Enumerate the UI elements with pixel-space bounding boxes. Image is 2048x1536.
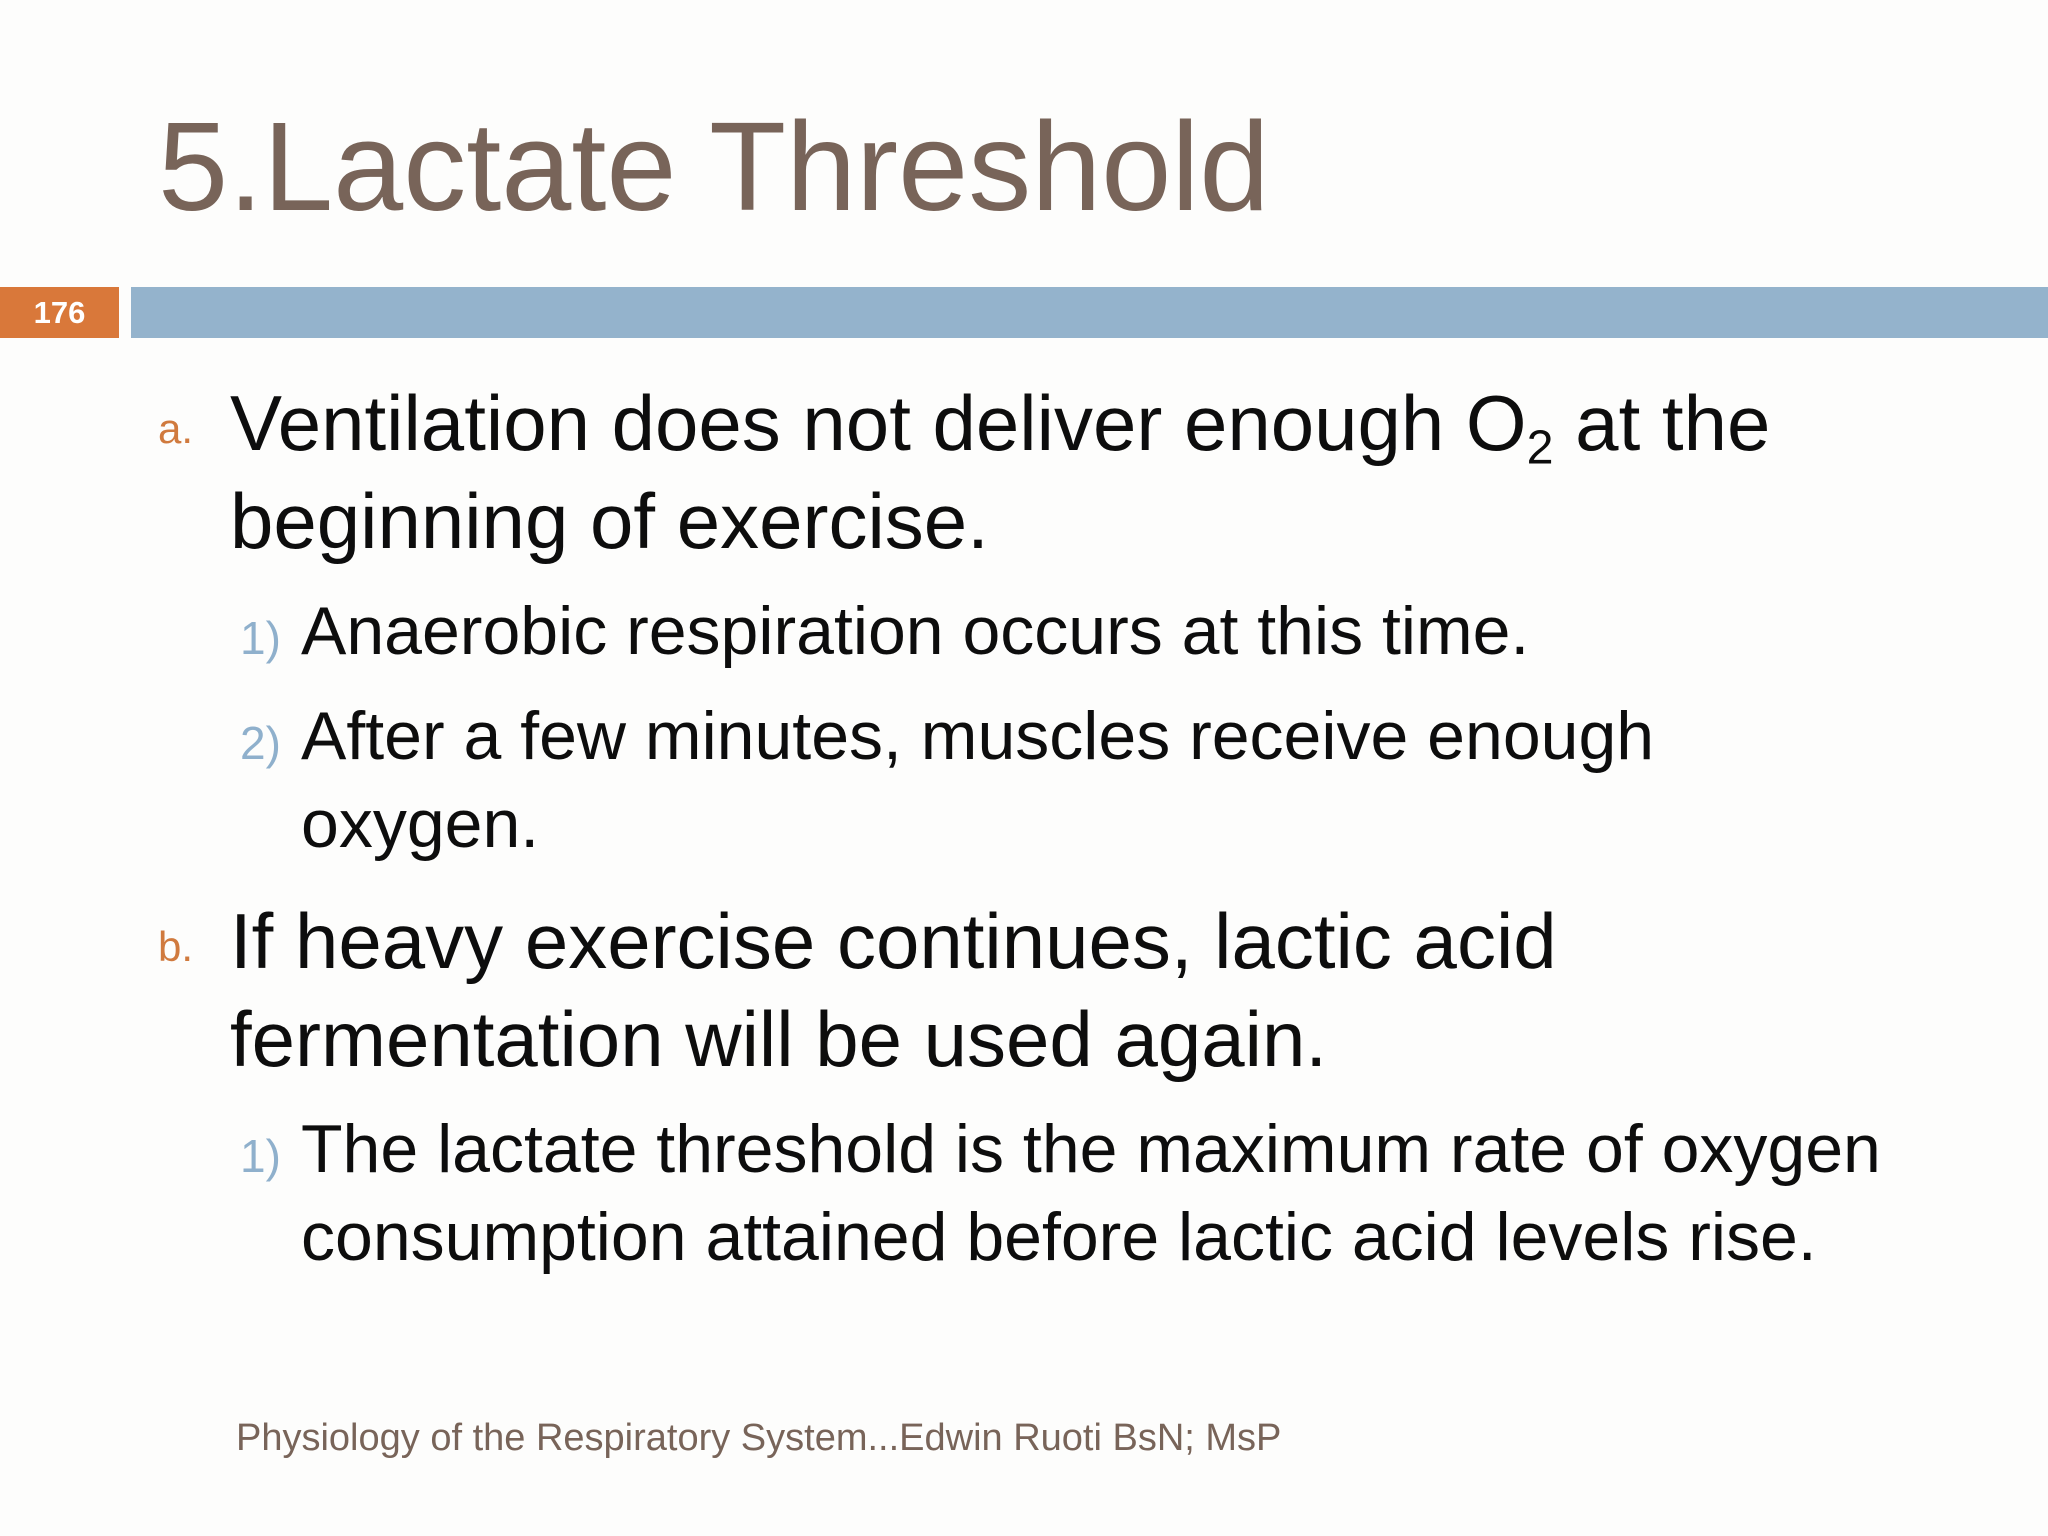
bullet-a-text-end: at the beginning of exercise.	[230, 379, 1771, 565]
sub-bullet-a2-text: After a few minutes, muscles receive enough oxygen.	[301, 698, 1655, 862]
bullet-a-text-start: Ventilation does not deliver enough O	[230, 379, 1527, 467]
sub-bullet-b1-text: The lactate threshold is the maximum rate of oxygen consumption attained before lactic acid levels rise.	[301, 1111, 1881, 1275]
slide-footer: Physiology of the Respiratory System...Edwin Ruoti BsN; MsP	[236, 1417, 1282, 1459]
slide-title: 5.Lactate Threshold	[158, 96, 1270, 237]
bullet-marker-a: a.	[158, 405, 194, 452]
sub-bullet-marker-a2: 2)	[240, 717, 281, 769]
title-divider-bar	[131, 287, 2048, 338]
bullet-a-text	[230, 374, 1880, 570]
sub-bullet-a1-text: Anaerobic respiration occurs at this time.	[301, 593, 1530, 669]
bullet-marker-b: b.	[158, 923, 194, 970]
subscript-2: 2	[1526, 420, 1554, 475]
sub-bullet-marker-b1: 1)	[240, 1130, 281, 1182]
bullet-b-text: If heavy exercise continues, lactic acid fermentation will be used again.	[230, 897, 1557, 1083]
slide-number-badge: 176	[0, 287, 119, 338]
sub-bullet-marker-a1: 1)	[240, 612, 281, 664]
